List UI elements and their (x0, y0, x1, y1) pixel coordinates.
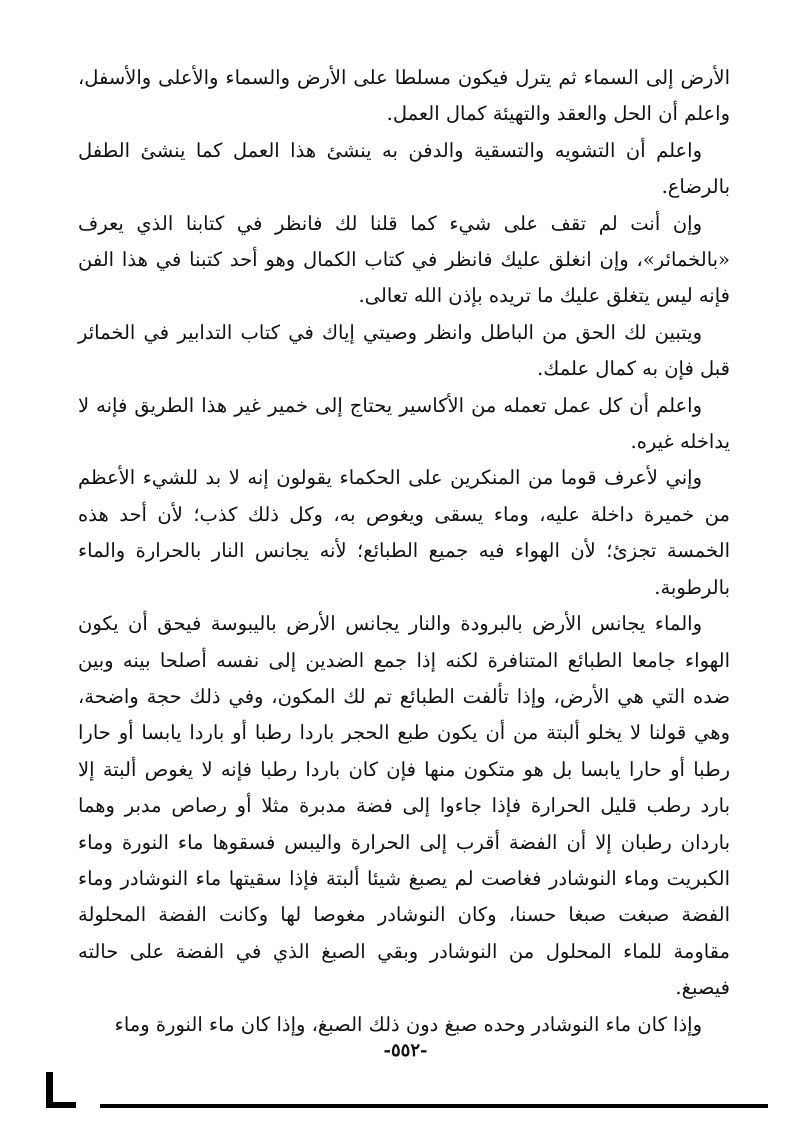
paragraph-2: واعلم أن التشويه والتسقية والدفن به ينشئ هذا العمل كما ينشئ الطفل بالرضاع. (78, 138, 730, 199)
paragraph-5: واعلم أن كل عمل تعمله من الأكاسير يحتاج إلى خمير غير هذا الطريق فإنه لا يداخله غيره. (78, 393, 730, 454)
paragraph-3: وإن أنت لم تقف على شيء كما قلنا لك فانظر في كتابنا الذي يعرف «بالخمائر»، وإن انغلق عليك فانظر في كتاب الكمال وهو أحد كتبنا في هذا الفن فإنه ليس يتغلق عليك ما تريده بإذن الله تعالى. (78, 211, 730, 308)
footer-rule (100, 1104, 768, 1108)
page-number: -٥٥٢- (383, 1040, 428, 1061)
paragraph-7: والماء يجانس الأرض بالبرودة والنار يجانس الأرض باليبوسة فيحق أن يكون الهواء جامعا الطبائع المتنافرة لكنه إذا جمع الضدين إلى نفسه أصلحا بينه وبين ضده التي هي الأرض، وإذا تألفت الطبائع تم لك المكون، وفي ذلك حجة واضحة، وهي قولنا لا يخلو ألبتة من أن يكون طبع الحجر باردا رطبا أو باردا يابسا أو حارا رطبا أو حارا يابسا بل هو متكون منها فإن كان باردا رطبا فإنه لا يغوص ألبتة إلا بارد رطب قليل الحرارة فإذا جاءوا إلى فضة مدبرة مثلا أو رصاص مدبر وهما باردان رطبان إلا أن الفضة أقرب إلى الحرارة واليبس فسقوها ماء النورة وماء الكبريت وماء النوشادر فغاصت لم يصبغ شيئا ألبتة فإذا سقيتها ماء النوشادر وماء الفضة صبغت صبغا حسنا، وكان النوشادر مغوصا لها وكانت الفضة المحلولة مقاومة للماء المحلول من النوشادر وبقي الصبغ الذي في الفضة على حالته فيصبغ. (78, 612, 730, 1000)
body-text (78, 60, 730, 1043)
paragraph-6: وإني لأعرف قوما من المنكرين على الحكماء يقولون إنه لا بد للشيء الأعظم من خميرة داخلة عليه، وماء يسقى ويغوص به، وكل ذلك كذب؛ لأن أحد هذه الخمسة تجزئ؛ لأن الهواء فيه جميع الطبائع؛ لأنه يجانس النار بالحرارة والماء بالرطوبة. (78, 466, 730, 599)
scan-corner-foot (46, 1102, 76, 1108)
paragraph-1: الأرض إلى السماء ثم يترل فيكون مسلطا على الأرض والسماء والأعلى والأسفل، واعلم أن الحل والعقد والتهيئة كمال العمل. (78, 66, 730, 126)
paragraph-8: وإذا كان ماء النوشادر وحده صبغ دون ذلك الصبغ، وإذا كان ماء النورة وماء (114, 1012, 702, 1036)
paragraph-4: ويتبين لك الحق من الباطل وانظر وصيتي إياك في كتاب التدابير في الخمائر قبل فإن به كمال علمك. (78, 320, 730, 381)
